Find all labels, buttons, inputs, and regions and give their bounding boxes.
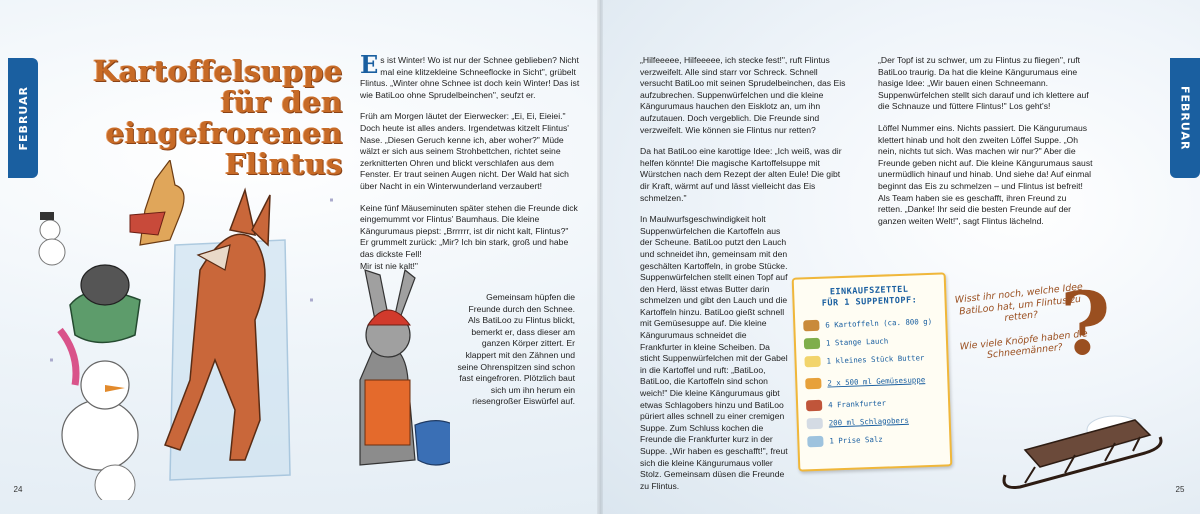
small-snowman <box>40 220 60 240</box>
paragraph: Früh am Morgen läutet der Eierwecker: „Ei, Ei, Eieiei." Doch heute ist alles anders. Irgendetwas kitzelt Flintus' Nase. „Diesen Geruch kenne ich, aber woher?" Müde wälzt er sich aus seinem Strohbettchen, richtet seine zerknitterten Ohren und blickt verschlafen aus dem Fenster. Er traut seinen Augen nicht. Der Wald hat sich über Nacht in ein Winterwunderland verzaubert! <box>360 111 569 191</box>
page-gutter <box>597 0 603 514</box>
list-item-text: 200 ml Schlagobers <box>828 415 909 428</box>
list-item-text: 6 Kartoffeln (ca. 800 g) <box>825 316 933 330</box>
butter-icon <box>804 355 820 367</box>
paragraph: Gemeinsam hüpfen die Freunde durch den Schnee. Als BatiLoo zu Flintus blickt, bemerkt er, dass dieser am ganzen Körper zittert. Er klappert mit den Zähnen und seine Ohrenspitzen sind schon fast eingefroren. Plötzlich baut sich um ihn herum ein riesengroßer Eiswürfel auf. <box>457 292 575 407</box>
list-item-text: 1 kleines Stück Butter <box>826 352 925 366</box>
paragraph: In Maulwurfsgeschwindigkeit holt Suppenwürfelchen die Kartoffeln aus der Scheune. BatiLoo putzt den Lauch und schneidet ihn, gemeinsam mit den geschälten Kartoffeln, in grobe Stücke. Suppenwürfelchen stellt einen Topf auf den Herd, lässt etwas Butter darin schmelzen und gibt den Lauch und die Kartoffeln hinzu. BatiLoo gießt schnell mit Gemüsesuppe auf. Die kleine Kängurumaus schneidet die Frankfurter in kleine Scheiben. Da sticht Suppenwürfelchen mit der Gabel in die Kartoffel und ruft: „BatiLoo, BatiLoo, die Kartoffeln sind schon weich!" Die kleine Kängurumaus gibt etwas Schlagobers hinzu und BatiLoo püriert alles schnell zu einer cremigen Suppe. Zum Schluss kochen die Freunde die Frankfurter kurz in der Suppe. „Wir haben es geschafft!", freut sich die kleine Kängurumaus voller Stolz. Gemeinsam düsen die Freunde zu Flintus. <box>640 214 788 491</box>
page-number-left: 24 <box>13 484 23 494</box>
salt-icon <box>807 435 823 447</box>
fox-ear <box>230 190 255 235</box>
paragraph: „Hilfeeeee, Hilfeeeee, ich stecke fest!", ruft Flintus verzweifelt. Alle sind starr vor Schreck. Schnell versucht BatiLoo mit seinen Sprudelbeinchen, das Eis aufzubrechen. Suppenwürfelchen und die kleine Kängurumaus hauchen den Eisklotz an, um ihn aufzutauen. Doch vergeblich. Die Freunde sind verzweifelt. Wie können sie Flintus nur retten? <box>640 55 846 135</box>
list-item-text: 1 Prise Salz <box>829 434 883 446</box>
story-title: Kartoffelsuppe für den eingefrorenen Flintus <box>93 54 343 181</box>
text-column-1-narrow <box>455 292 575 418</box>
soup-icon <box>805 377 821 389</box>
list-item-text: 2 x 500 ml Gemüsesuppe <box>827 374 926 388</box>
text-column-1 <box>360 50 580 282</box>
cream-icon <box>807 417 823 429</box>
page-number-right: 25 <box>1175 484 1185 494</box>
shopping-list <box>792 272 953 471</box>
shopping-list-items <box>795 311 950 450</box>
sausage-icon <box>806 399 822 411</box>
list-item <box>807 428 942 451</box>
list-item-text: 1 Stange Lauch <box>825 335 889 348</box>
mole <box>81 265 129 305</box>
month-tab-right-label: FEBRUAR <box>1178 85 1192 151</box>
small-snowman-hat <box>40 212 54 220</box>
paragraph: Löffel Nummer eins. Nichts passiert. Die Kängurumaus klettert hinab und holt den zweiten Löffel Suppe. „Oh nein, nichts tut sich. Was machen wir nur?" Aber die Freunde geben nicht auf. Die kleine Kängurumaus saust unermüdlich hinauf und hinab. Und siehe da! Auf einmal beginnt das Eis zu schmelzen – und Flintus ist befreit! Als Team haben sie es geschafft, ihren Freund zu retten. „Danke! Ihr seid die besten Freunde auf der ganzen weiten Welt!", sagt Flintus lächelnd. <box>878 122 1093 226</box>
orange-apron <box>365 380 410 445</box>
leek-icon <box>804 337 820 349</box>
month-tab-left-label: FEBRUAR <box>16 85 30 151</box>
paragraph: Keine fünf Mäuseminuten später stehen die Freunde dick eingemummt vor Flintus' Baumhaus. Die kleine Kängurumaus piepst: „Brrrrrr, ist dir nicht kalt, Flintus?" Er grummelt zurück: „Mir? Ich bin stark, groß und habe das dickste Fell! Mir ist nie kalt!" <box>360 202 578 271</box>
question-mark-icon: ? <box>1060 274 1111 375</box>
quiz-question: Wisst ihr noch, welche Idee BatiLoo hat, um Flintus zu retten? <box>954 281 1084 324</box>
potato-icon <box>803 319 819 331</box>
paragraph: s ist Winter! Wo ist nur der Schnee geblieben? Nicht mal eine klitzekleine Schneeflocke in Sicht", grübelt Flintus. „Winter ohne Schnee ist doch kein Winter! Das ist wie BatiLoo ohne Sprudelbeinchen", seufzt er. <box>360 55 580 100</box>
text-column-3 <box>878 55 1093 237</box>
shopping-list-title <box>794 283 945 310</box>
quiz-question: Wie viele Knöpfe haben die Schneemänner? <box>959 327 1089 361</box>
blue-pot <box>415 421 450 465</box>
month-tab-right <box>1170 58 1200 178</box>
fox-ear <box>252 195 270 245</box>
snowman-body <box>62 400 138 470</box>
pink-scarf <box>60 330 76 385</box>
paragraph: Da hat BatiLoo eine karottige Idee: „Ich weiß, was dir helfen könnte! Die magische Kartoffelsuppe mit Würstchen nach dem Rezept der alten Eule! Die gibt dir Kraft, wärmt auf und lässt vielleicht das Eis schmelzen." <box>640 146 842 203</box>
snowman-bottom <box>95 465 135 500</box>
paragraph: „Der Topf ist zu schwer, um zu Flintus zu fliegen", ruft BatiLoo traurig. Da hat die kleine Kängurumaus eine hasige Idee: „Wir bauen einen Schneemann. Suppenwürfelchen stellt sich darauf und ich klettere auf die Schnauze und füttere Flintus!" Los geht's! <box>878 55 1089 112</box>
shopping-list-title-line: EINKAUFSZETTEL <box>829 284 909 298</box>
list-item-text: 4 Frankfurter <box>827 398 887 410</box>
shopping-list-title-line: FÜR 1 SUPPENTOPF: <box>821 295 918 309</box>
dropcap: E <box>360 50 379 79</box>
sled-illustration <box>995 395 1180 505</box>
small-snowman <box>39 239 65 265</box>
